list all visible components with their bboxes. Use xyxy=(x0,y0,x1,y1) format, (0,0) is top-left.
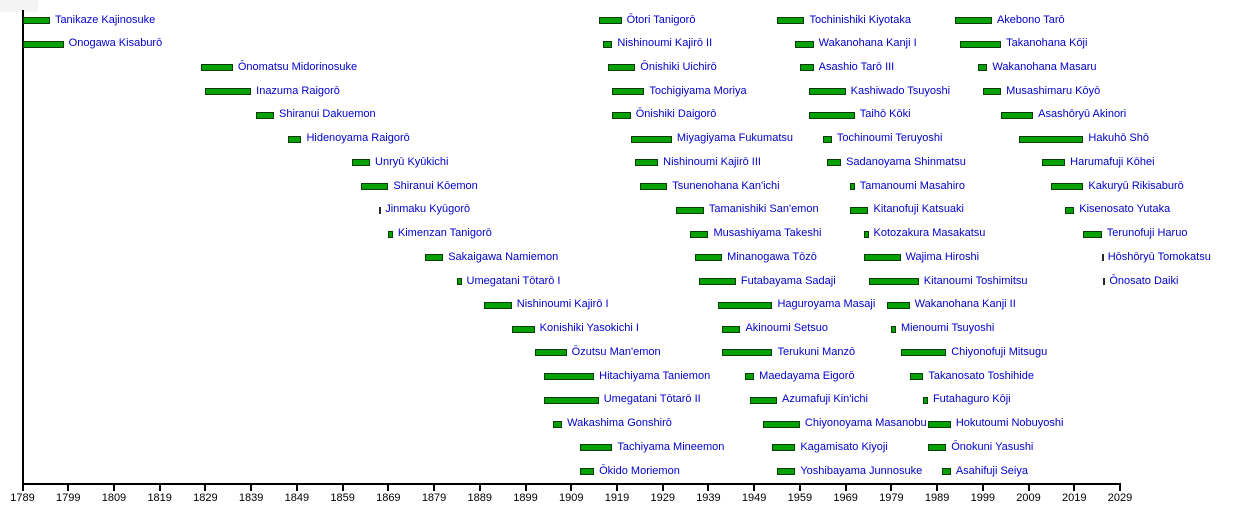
wrestler-label[interactable]: Unryū Kyūkichi xyxy=(375,155,449,168)
x-axis-tick-label: 1959 xyxy=(787,492,813,504)
x-axis-tick xyxy=(67,485,69,491)
x-axis-tick xyxy=(387,485,389,491)
x-axis-tick-label: 1799 xyxy=(55,492,81,504)
wrestler-label[interactable]: Wakanohana Masaru xyxy=(992,60,1097,73)
wrestler-label[interactable]: Asahifuji Seiya xyxy=(955,464,1028,477)
timeline-bar xyxy=(640,183,667,190)
wrestler-label[interactable]: Kashiwado Tsuyoshi xyxy=(850,84,951,97)
x-axis-tick xyxy=(479,485,481,491)
timeline-bar xyxy=(923,397,928,404)
timeline-bar xyxy=(288,136,302,143)
timeline-bar xyxy=(695,254,722,261)
wrestler-label[interactable]: Wakanohana Kanji II xyxy=(914,298,1016,311)
x-axis-tick xyxy=(113,485,115,491)
wrestler-label[interactable]: Ōtori Tanigorō xyxy=(626,13,696,26)
x-axis-tick-label: 1919 xyxy=(604,492,630,504)
timeline-bar xyxy=(603,41,612,48)
wrestler-label[interactable]: Maedayama Eigorō xyxy=(759,369,855,382)
timeline-bar xyxy=(690,231,708,238)
wrestler-label[interactable]: Tanikaze Kajinosuke xyxy=(54,13,156,26)
timeline-bar xyxy=(23,17,50,24)
wrestler-label[interactable]: Tochigiyama Moriya xyxy=(649,84,747,97)
wrestler-label[interactable]: Nishinoumi Kajirō III xyxy=(663,155,761,168)
timeline-bar xyxy=(608,64,635,71)
wrestler-label[interactable]: Tachiyama Mineemon xyxy=(617,440,725,453)
x-axis-tick xyxy=(707,485,709,491)
timeline-bar xyxy=(795,41,813,48)
x-axis-tick-label: 1809 xyxy=(101,492,127,504)
wrestler-label[interactable]: Nishinoumi Kajirō II xyxy=(617,37,713,50)
timeline-bar xyxy=(676,207,703,214)
timeline-bar xyxy=(580,444,612,451)
wrestler-label[interactable]: Kotozakura Masakatsu xyxy=(873,227,986,240)
wrestler-label[interactable]: Haguroyama Masaji xyxy=(777,298,876,311)
wrestler-label[interactable]: Hitachiyama Taniemon xyxy=(599,369,711,382)
x-axis-tick xyxy=(1028,485,1030,491)
timeline-bar xyxy=(722,326,740,333)
wrestler-label[interactable]: Tochinoumi Teruyoshi xyxy=(836,132,943,145)
x-axis-tick xyxy=(662,485,664,491)
wrestler-label[interactable]: Taihō Kōki xyxy=(859,108,911,121)
x-axis-tick-label: 1949 xyxy=(741,492,767,504)
wrestler-label[interactable]: Shiranui Kōemon xyxy=(393,179,478,192)
x-axis-tick xyxy=(204,485,206,491)
wrestler-label[interactable]: Chiyonoyama Masanobu xyxy=(804,417,927,430)
timeline-bar xyxy=(750,397,777,404)
x-axis-tick-label: 1789 xyxy=(10,492,35,504)
wrestler-label[interactable]: Kimenzan Tanigorō xyxy=(397,227,492,240)
wrestler-label[interactable]: Kagamisato Kiyoji xyxy=(800,440,888,453)
wrestler-label[interactable]: Sadanoyama Shinmatsu xyxy=(846,155,966,168)
wrestler-label[interactable]: Konishiki Yasokichi I xyxy=(539,322,639,335)
wrestler-label[interactable]: Akebono Tarō xyxy=(996,13,1065,26)
timeline-bar xyxy=(745,373,754,380)
x-axis-tick-label: 2029 xyxy=(1107,492,1133,504)
timeline-bar xyxy=(864,254,901,261)
timeline-bar xyxy=(201,64,233,71)
x-axis-tick-label: 1849 xyxy=(284,492,310,504)
x-axis-tick-label: 1989 xyxy=(924,492,950,504)
x-axis-tick-label: 1829 xyxy=(193,492,218,504)
wrestler-label[interactable]: Jinmaku Kyūgorō xyxy=(385,203,471,216)
timeline-bar xyxy=(1102,254,1104,261)
x-axis-tick xyxy=(433,485,435,491)
x-axis-tick xyxy=(753,485,755,491)
wrestler-label[interactable]: Asashōryū Akinori xyxy=(1038,108,1127,121)
wrestler-label[interactable]: Inazuma Raigorō xyxy=(256,84,340,97)
timeline-bar xyxy=(869,278,919,285)
y-axis-line xyxy=(22,10,24,483)
timeline-bar xyxy=(553,421,562,428)
wrestler-label[interactable]: Terunofuji Haruo xyxy=(1106,227,1188,240)
wrestler-label[interactable]: Musashiyama Takeshi xyxy=(713,227,822,240)
timeline-bar xyxy=(388,231,393,238)
x-axis-tick xyxy=(342,485,344,491)
wrestler-label[interactable]: Umegatani Tōtarō I xyxy=(466,274,561,287)
wrestler-label[interactable]: Futahaguro Kōji xyxy=(932,393,1011,406)
wrestler-label[interactable]: Wajima Hiroshi xyxy=(905,250,980,263)
wrestler-label[interactable]: Ōnomatsu Midorinosuke xyxy=(237,60,358,73)
wrestler-label[interactable]: Tamanoumi Masahiro xyxy=(859,179,965,192)
x-axis-tick-label: 1859 xyxy=(330,492,355,504)
timeline-bar xyxy=(512,326,535,333)
timeline-bar xyxy=(635,159,658,166)
x-axis-tick xyxy=(159,485,161,491)
wrestler-label[interactable]: Tochinishiki Kiyotaka xyxy=(809,13,911,26)
x-axis-tick-label: 1979 xyxy=(879,492,904,504)
timeline-bar xyxy=(484,302,511,309)
x-axis-tick-label: 2019 xyxy=(1062,492,1087,504)
wrestler-label[interactable]: Takanosato Toshihide xyxy=(928,369,1034,382)
wrestler-label[interactable]: Hōshōryū Tomokatsu xyxy=(1107,250,1211,263)
wrestler-label[interactable]: Hakuhō Shō xyxy=(1088,132,1149,145)
x-axis-tick xyxy=(845,485,847,491)
wrestler-label[interactable]: Harumafuji Kōhei xyxy=(1070,155,1155,168)
x-axis-tick xyxy=(982,485,984,491)
timeline-bar xyxy=(891,326,896,333)
timeline-bar xyxy=(850,183,855,190)
wrestler-label[interactable]: Kitanoumi Toshimitsu xyxy=(923,274,1028,287)
x-axis-tick xyxy=(250,485,252,491)
timeline-bar xyxy=(772,444,795,451)
timeline-bar xyxy=(1083,231,1101,238)
timeline-bar xyxy=(580,468,594,475)
wrestler-label[interactable]: Hokutoumi Nobuyoshi xyxy=(955,417,1064,430)
x-axis-tick-label: 1969 xyxy=(833,492,858,504)
wrestler-label[interactable]: Kisenosato Yutaka xyxy=(1079,203,1171,216)
timeline-bar xyxy=(361,183,388,190)
wrestler-label[interactable]: Takanohana Kōji xyxy=(1006,37,1088,50)
timeline-bar xyxy=(23,41,64,48)
wrestler-label[interactable]: Ōzutsu Man'emon xyxy=(571,345,661,358)
wrestler-label[interactable]: Chiyonofuji Mitsugu xyxy=(951,345,1048,358)
timeline-bar xyxy=(718,302,773,309)
corner-artifact xyxy=(0,0,38,12)
timeline-bar xyxy=(205,88,251,95)
wrestler-label[interactable]: Terukuni Manzō xyxy=(777,345,856,358)
x-axis-tick-label: 1999 xyxy=(970,492,996,504)
wrestler-label[interactable]: Kitanofuji Katsuaki xyxy=(873,203,964,216)
wrestler-label[interactable]: Hidenoyama Raigorō xyxy=(306,132,410,145)
wrestler-label[interactable]: Umegatani Tōtarō II xyxy=(603,393,701,406)
timeline-bar xyxy=(864,231,869,238)
timeline-bar xyxy=(1001,112,1033,119)
x-axis-tick xyxy=(22,485,24,491)
wrestler-label[interactable]: Ōnishiki Daigorō xyxy=(635,108,717,121)
x-axis-tick-label: 1889 xyxy=(467,492,493,504)
wrestler-label[interactable]: Wakanohana Kanji I xyxy=(818,37,917,50)
timeline-bar xyxy=(978,64,987,71)
x-axis-tick xyxy=(936,485,938,491)
timeline-bar xyxy=(960,41,1001,48)
timeline-bar xyxy=(544,397,599,404)
wrestler-label[interactable]: Ōnishiki Uichirō xyxy=(640,60,717,73)
timeline-bar xyxy=(928,421,951,428)
timeline-bar xyxy=(722,349,772,356)
x-axis-tick xyxy=(296,485,298,491)
wrestler-label[interactable]: Musashimaru Kōyō xyxy=(1006,84,1101,97)
wrestler-label[interactable]: Nishinoumi Kajirō I xyxy=(516,298,609,311)
x-axis-tick xyxy=(570,485,572,491)
x-axis-tick-label: 1899 xyxy=(513,492,538,504)
timeline-bar xyxy=(1103,278,1105,285)
wrestler-label[interactable]: Tamanishiki San'emon xyxy=(708,203,819,216)
timeline-bar xyxy=(928,444,946,451)
timeline-bar xyxy=(983,88,1001,95)
timeline-bar xyxy=(800,64,814,71)
x-axis-tick xyxy=(1073,485,1075,491)
timeline-bar xyxy=(887,302,910,309)
wrestler-label[interactable]: Yoshibayama Junnosuke xyxy=(800,464,923,477)
wrestler-label[interactable]: Ōnokuni Yasushi xyxy=(951,440,1034,453)
timeline-bar xyxy=(612,88,644,95)
wrestler-label[interactable]: Ōnosato Daiki xyxy=(1109,274,1179,287)
wrestler-label[interactable]: Sakaigawa Namiemon xyxy=(448,250,559,263)
timeline-bar xyxy=(535,349,567,356)
x-axis-tick-label: 1879 xyxy=(421,492,447,504)
timeline-bar xyxy=(1042,159,1065,166)
wrestler-label[interactable]: Ōkido Moriemon xyxy=(599,464,680,477)
timeline-bar xyxy=(599,17,622,24)
x-axis-tick xyxy=(890,485,892,491)
timeline-bar xyxy=(1019,136,1083,143)
x-axis-tick-label: 1839 xyxy=(238,492,264,504)
timeline-bar xyxy=(544,373,594,380)
x-axis-tick-label: 1909 xyxy=(559,492,584,504)
x-axis-tick-label: 2009 xyxy=(1016,492,1041,504)
timeline-bar xyxy=(809,112,855,119)
timeline-bar xyxy=(823,136,832,143)
wrestler-label[interactable]: Onogawa Kisaburō xyxy=(68,37,163,50)
wrestler-label[interactable]: Mienoumi Tsuyoshi xyxy=(900,322,995,335)
x-axis-tick-label: 1939 xyxy=(696,492,721,504)
x-axis-tick xyxy=(616,485,618,491)
timeline-bar xyxy=(777,17,804,24)
timeline-bar xyxy=(1065,207,1074,214)
wrestler-label[interactable]: Asashio Tarō III xyxy=(818,60,895,73)
x-axis-tick-label: 1929 xyxy=(650,492,675,504)
x-axis-tick xyxy=(1119,485,1121,491)
wrestler-label[interactable]: Minanogawa Tōzō xyxy=(727,250,817,263)
x-axis-tick xyxy=(799,485,801,491)
timeline-bar xyxy=(352,159,370,166)
timeline-bar xyxy=(809,88,846,95)
timeline-bar xyxy=(827,159,841,166)
wrestler-label[interactable]: Kakuryū Rikisaburō xyxy=(1088,179,1184,192)
timeline-bar xyxy=(457,278,462,285)
timeline-bar xyxy=(425,254,443,261)
timeline-bar xyxy=(777,468,795,475)
wrestler-label[interactable]: Wakashima Gonshirō xyxy=(567,417,672,430)
timeline-bar xyxy=(1051,183,1083,190)
x-axis-tick-label: 1819 xyxy=(147,492,172,504)
timeline-bar xyxy=(256,112,274,119)
wrestler-label[interactable]: Tsunenohana Kan'ichi xyxy=(672,179,780,192)
wrestler-label[interactable]: Miyagiyama Fukumatsu xyxy=(676,132,794,145)
wrestler-label[interactable]: Azumafuji Kin'ichi xyxy=(782,393,868,406)
timeline-bar xyxy=(763,421,800,428)
timeline-bar xyxy=(850,207,868,214)
timeline-bar xyxy=(612,112,630,119)
timeline-bar xyxy=(910,373,924,380)
x-axis-tick-label: 1869 xyxy=(376,492,401,504)
timeline-bar xyxy=(901,349,947,356)
x-axis-tick xyxy=(525,485,527,491)
timeline-bar xyxy=(379,207,381,214)
timeline-bar xyxy=(942,468,951,475)
timeline-bar xyxy=(631,136,672,143)
wrestler-label[interactable]: Akinoumi Setsuo xyxy=(745,322,828,335)
timeline-bar xyxy=(955,17,992,24)
wrestler-label[interactable]: Shiranui Dakuemon xyxy=(279,108,376,121)
timeline-bar xyxy=(699,278,736,285)
wrestler-label[interactable]: Futabayama Sadaji xyxy=(740,274,836,287)
